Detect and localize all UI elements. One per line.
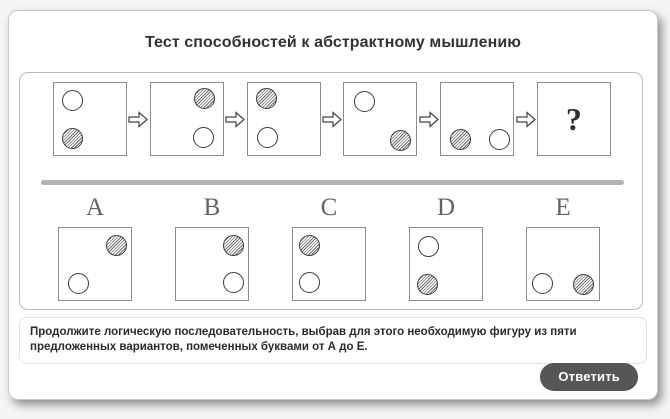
page-title: Тест способностей к абстрактному мышлению xyxy=(144,34,522,51)
sequence-step-3 xyxy=(247,82,321,156)
answer-option-a[interactable] xyxy=(58,195,132,301)
empty-circle xyxy=(68,273,89,294)
sequence-step-2 xyxy=(150,82,224,156)
answer-button[interactable]: Ответить xyxy=(540,363,638,391)
empty-circle xyxy=(299,272,320,293)
sequence-step-6 xyxy=(537,82,611,156)
answer-letter: B xyxy=(203,194,221,221)
empty-circle xyxy=(418,236,439,257)
empty-circle xyxy=(62,90,83,111)
hatched-circle xyxy=(450,129,471,150)
right-arrow-icon xyxy=(419,111,439,128)
empty-circle xyxy=(489,129,510,150)
empty-circle xyxy=(223,272,244,293)
sequence-step-1 xyxy=(53,82,127,156)
empty-circle xyxy=(257,127,278,148)
answer-box-d[interactable] xyxy=(409,227,483,301)
right-arrow-icon xyxy=(128,111,148,128)
hatched-circle xyxy=(62,128,83,149)
answer-option-b[interactable] xyxy=(175,195,249,301)
answer-box-e[interactable] xyxy=(526,227,600,301)
answer-option-d[interactable] xyxy=(409,195,483,301)
answer-box-b[interactable] xyxy=(175,227,249,301)
hatched-circle xyxy=(390,130,411,151)
answer-letter: C xyxy=(320,194,338,221)
empty-circle xyxy=(532,273,553,294)
sequence-row xyxy=(20,73,642,156)
answer-option-c[interactable] xyxy=(292,195,366,301)
empty-circle xyxy=(193,127,214,148)
question-mark: ? xyxy=(565,101,582,137)
puzzle-panel xyxy=(19,72,643,310)
instruction-text: Продолжите логическую последовательность, выбрав для этого необходимую фигуру из пяти предложенных вариантов, помеченных буквами от А до Е. xyxy=(19,317,647,364)
answer-option-e[interactable] xyxy=(526,195,600,301)
hatched-circle xyxy=(223,235,244,256)
answers-row xyxy=(20,185,642,301)
right-arrow-icon xyxy=(225,111,245,128)
empty-circle xyxy=(354,91,375,112)
hatched-circle xyxy=(194,88,215,109)
hatched-circle xyxy=(573,274,594,295)
answer-letter: D xyxy=(436,194,456,221)
test-card xyxy=(8,10,658,400)
hatched-circle xyxy=(256,88,277,109)
right-arrow-icon xyxy=(322,111,342,128)
answer-letter: A xyxy=(85,194,105,221)
answer-box-c[interactable] xyxy=(292,227,366,301)
hatched-circle xyxy=(417,274,438,295)
hatched-circle xyxy=(299,235,320,256)
answer-letter: E xyxy=(555,194,571,221)
answer-box-a[interactable] xyxy=(58,227,132,301)
right-arrow-icon xyxy=(516,111,536,128)
sequence-step-5 xyxy=(440,82,514,156)
sequence-step-4 xyxy=(343,82,417,156)
hatched-circle xyxy=(106,235,127,256)
